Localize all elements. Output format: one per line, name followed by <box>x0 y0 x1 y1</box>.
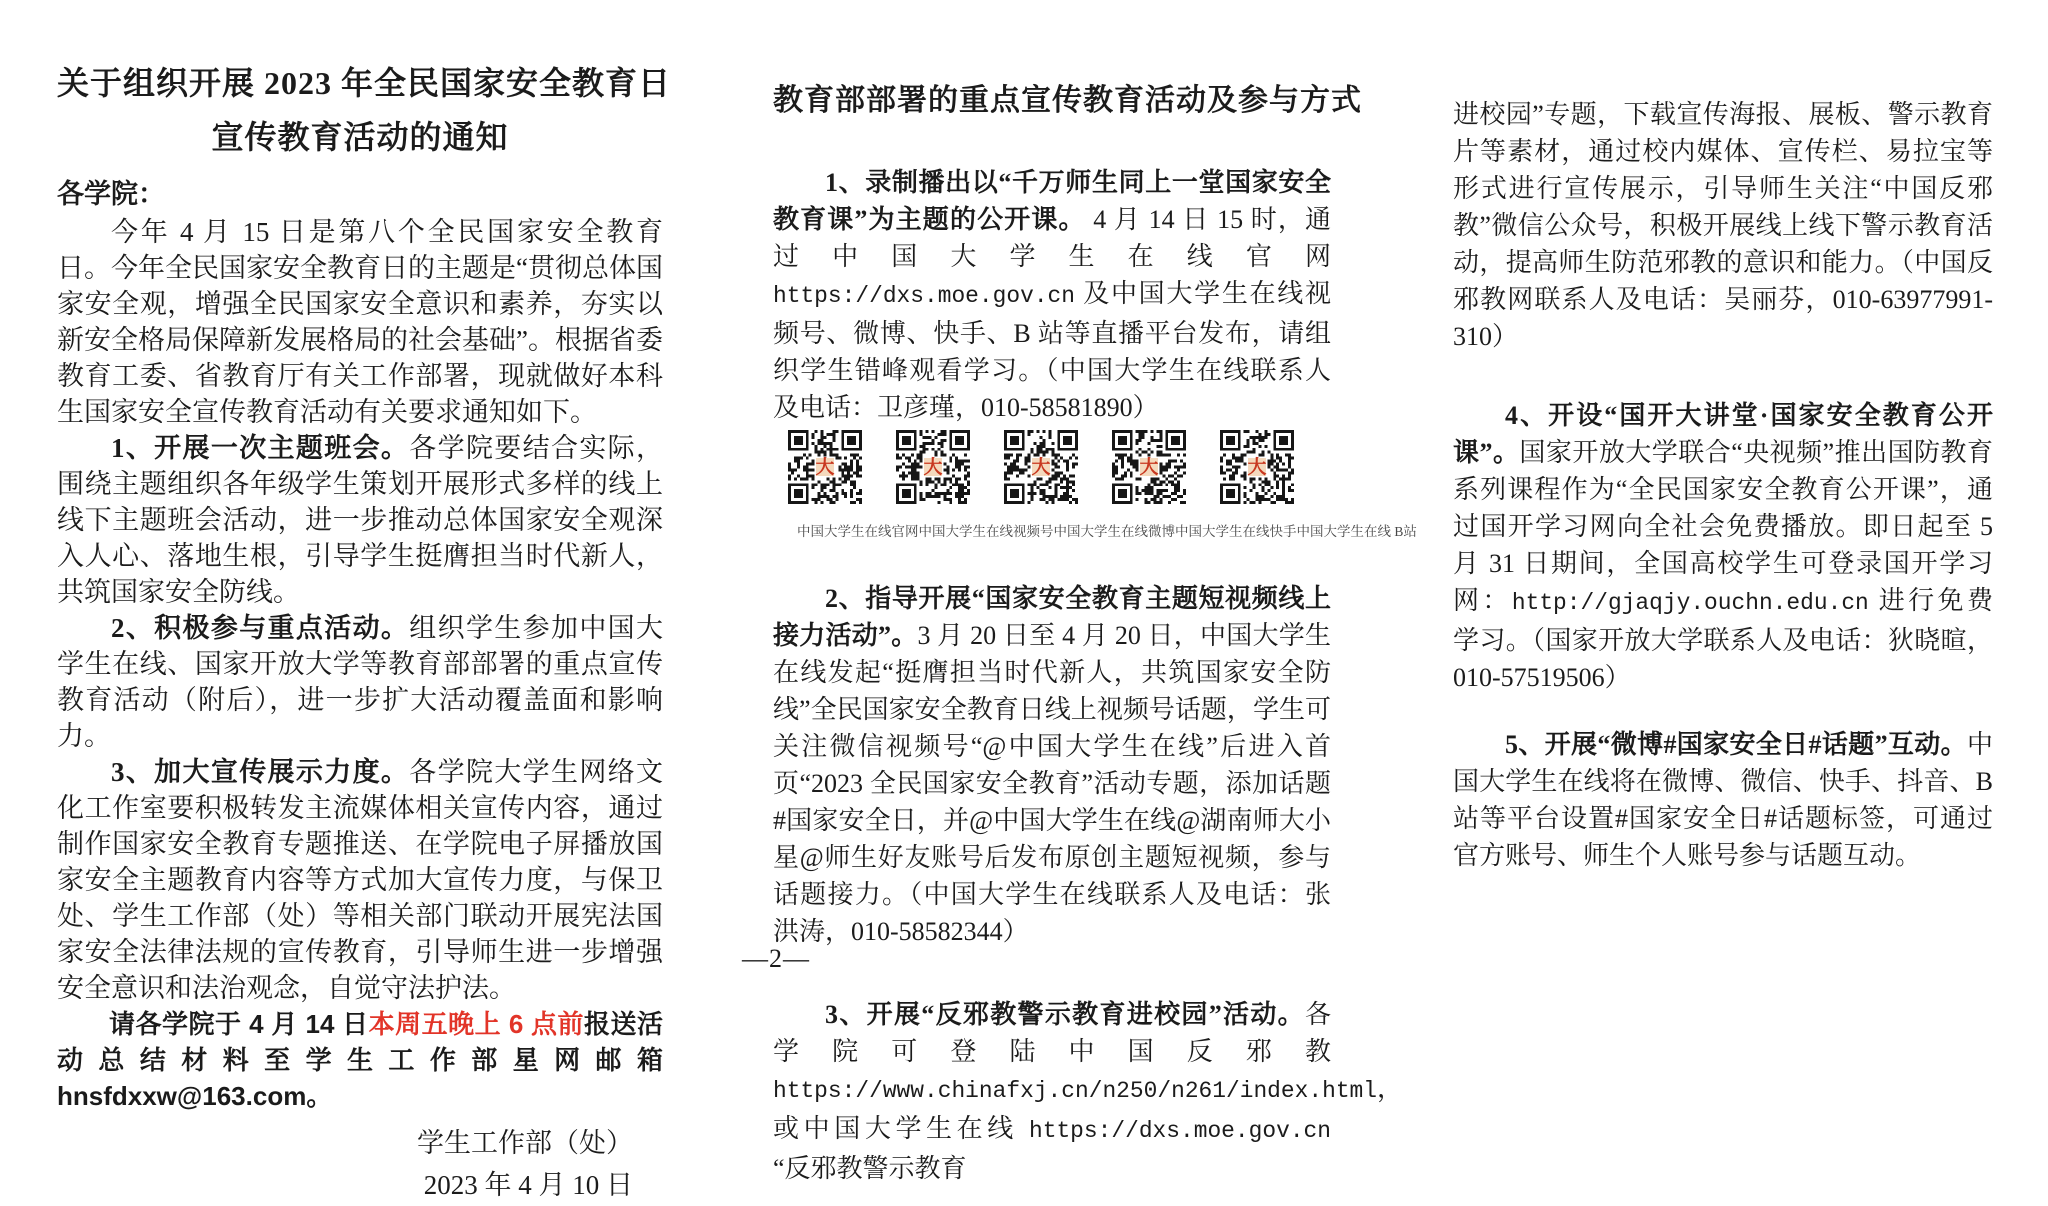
page-title-line: 宣传教育活动的通知 <box>211 119 509 155</box>
notice-page-right <box>1453 96 1993 874</box>
notice-page-left <box>57 56 672 1206</box>
paragraph <box>57 1006 663 1114</box>
item-lead: 5、开展“微博#国家安全日#话题”互动。 <box>1505 730 1967 759</box>
qr-caption-label: 中国大学生在线官网 <box>797 524 919 539</box>
item-lead: 1、开展一次主题班会。 <box>111 433 410 463</box>
paragraph <box>1453 96 1993 355</box>
item-lead: 3、开展“反邪教警示教育进校园”活动。 <box>825 1000 1305 1029</box>
item-lead: 2、指导开展“国家安全教育主题短视频线上接力活动”。 <box>773 584 1331 650</box>
qr-code-3 <box>1003 430 1079 504</box>
text-run: 。 <box>306 1081 333 1111</box>
qr-code-row <box>787 430 1295 504</box>
svg-text:大: 大 <box>1139 457 1159 479</box>
page-title <box>57 56 672 164</box>
link-text[interactable]: https://dxs.moe.gov.cn <box>1029 1118 1331 1144</box>
svg-text:大: 大 <box>1031 457 1051 479</box>
qr-code-4 <box>1111 430 1187 504</box>
item-lead: 4、开设“国开大讲堂·国家安全教育公开课”。 <box>1453 401 1993 467</box>
text-run: 4 月 14 日 15 时，通过中国大学生在线官网 <box>773 205 1331 271</box>
qr-caption-label: 中国大学生在线视频号 <box>918 524 1054 539</box>
notice-page-middle <box>773 74 1417 1187</box>
text-run: 各学院要结合实际，围绕主题组织各年级学生策划开展形式多样的线上线下主题班会活动，进一步推动总体国家安全观深入人心、落地生根，引导学生挺膺担当时代新人，共筑国家安全防线。 <box>57 433 664 607</box>
svg-text:大: 大 <box>1247 457 1267 479</box>
qr-caption-label: 中国大学生在线微博 <box>1053 524 1175 539</box>
page-title <box>773 74 1362 128</box>
text-run: 各学院大学生网络文化工作室要积极转发主流媒体相关宣传内容，通过制作国家安全教育专题推送、在学院电子屏播放国家安全主题教育内容等方式加大宣传力度，与保卫处、学生工作部（处）等相关部门联动开展宪法国家安全法律法规的宣传教育，引导师生进一步增强安全意识和法治观念，自觉守法护法。 <box>57 757 664 1003</box>
paragraph <box>773 164 1331 426</box>
page-number: —2— <box>742 944 810 973</box>
signature-department: 学生工作部（处） <box>417 1128 633 1158</box>
text-run: 及中国大学生在线视频号、微博、快手、B 站等直播平台发布，请组织学生错峰观看学习。（中国大学生在线联系人及电话：卫彦瑾，010-58581890） <box>773 279 1331 422</box>
text-run: 各学院可登陆中国反邪教 <box>773 1000 1331 1066</box>
paragraph <box>1453 726 1993 874</box>
text-run: 中国大学生在线将在微博、微信、快手、抖音、B 站等平台设置#国家安全日#话题标签，可通过官方账号、师生个人账号参与话题互动。 <box>1453 730 1993 870</box>
text-run: 进校园”专题，下载宣传海报、展板、警示教育片等素材，通过校内媒体、宣传栏、易拉宝等形式进行宣传展示，引导师生关注“中国反邪教”微信公众号，积极开展线上线下警示教育活动，提高师生防范邪教的意识和能力。（中国反邪教网联系人及电话：吴丽芬，010-63977991-310） <box>1453 100 1993 351</box>
paragraph <box>773 580 1331 950</box>
text-run: 报送活动总结材料至学生工作部星网邮箱 <box>57 1009 663 1075</box>
signature-block <box>57 1122 663 1206</box>
qr-code-1 <box>787 430 863 504</box>
text-run: “反邪教警示教育 <box>773 1154 967 1183</box>
paragraph <box>1453 397 1993 696</box>
item-lead: 2、积极参与重点活动。 <box>111 613 410 643</box>
paragraph <box>57 214 663 430</box>
link-text[interactable]: https://www.chinafxj.cn/n250/n261/index.html <box>773 1078 1377 1104</box>
text-run: 今年 4 月 15 日是第八个全民国家安全教育日。今年全民国家安全教育日的主题是“贯彻总体国家安全观，增强全民国家安全意识和素养，夯实以新安全格局保障新发展格局的社会基础”。根据省委教育工委、省教育厅有关工作部署，现就做好本科生国家安全宣传教育活动有关要求通知如下。 <box>57 217 663 427</box>
text-run: 3 月 20 日至 4 月 20 日，中国大学生在线发起“挺膺担当时代新人，共筑国家安全防线”全民国家安全教育日线上视频号话题，学生可关注微信视频号“@中国大学生在线”后进入首页“2023 全民国家安全教育”活动专题，添加话题 #国家安全日，并@中国大学生在线@湖南师大小星@师生好友账号后发布原创主题短视频，参与话题接力。（中国大学生在线联系人及电话：张洪涛，010-58582344） <box>773 621 1331 946</box>
page-title-line: 教育部部署的重点宣传教育活动及参与方式 <box>773 84 1362 117</box>
link-text[interactable]: hnsfdxxw@163.com <box>57 1081 307 1111</box>
text-run: 进行免费学习。（国家开放大学联系人及电话：狄晓暄，010-57519506） <box>1453 586 1993 692</box>
svg-text:大: 大 <box>923 457 943 479</box>
deadline-highlight: 本周五晚上 6 点前 <box>368 1009 584 1039</box>
qr-code-5 <box>1219 430 1295 504</box>
salutation: 各学院： <box>57 179 165 209</box>
link-text[interactable]: https://dxs.moe.gov.cn <box>773 283 1075 309</box>
qr-code-2 <box>895 430 971 504</box>
text-run: 组织学生参加中国大学生在线、国家开放大学等教育部部署的重点宣传教育活动（附后），进一步扩大活动覆盖面和影响力。 <box>57 613 664 751</box>
paragraph <box>57 610 663 754</box>
svg-text:大: 大 <box>815 457 835 479</box>
signature-date: 2023 年 4 月 10 日 <box>423 1170 633 1200</box>
paragraph <box>773 996 1404 1187</box>
item-lead: 1、录制播出以“千万师生同上一堂国家安全教育课”为主题的公开课。 <box>773 168 1331 234</box>
link-text[interactable]: http://gjaqjy.ouchn.edu.cn <box>1511 590 1869 616</box>
text-run: 请各学院于 4 月 14 日 <box>109 1009 369 1039</box>
text-run: 国家开放大学联合“央视频”推出国防教育系列课程作为“全民国家安全教育公开课”，通过国开学习网向全社会免费播放。即日起至 5 月 31 日期间，全国高校学生可登录国开学习网： <box>1453 438 1993 615</box>
text-run: ，或中国大学生在线 <box>773 1074 1404 1143</box>
qr-caption-label: 中国大学生在线快手 <box>1175 524 1297 539</box>
paragraph <box>57 754 663 1006</box>
paragraph <box>57 430 663 610</box>
qr-caption-label: 中国大学生在线 B站 <box>1296 524 1417 539</box>
page-title-line: 关于组织开展 2023 年全民国家安全教育日 <box>57 65 672 101</box>
item-lead: 3、加大宣传展示力度。 <box>111 757 410 787</box>
qr-caption-row <box>797 520 1417 540</box>
